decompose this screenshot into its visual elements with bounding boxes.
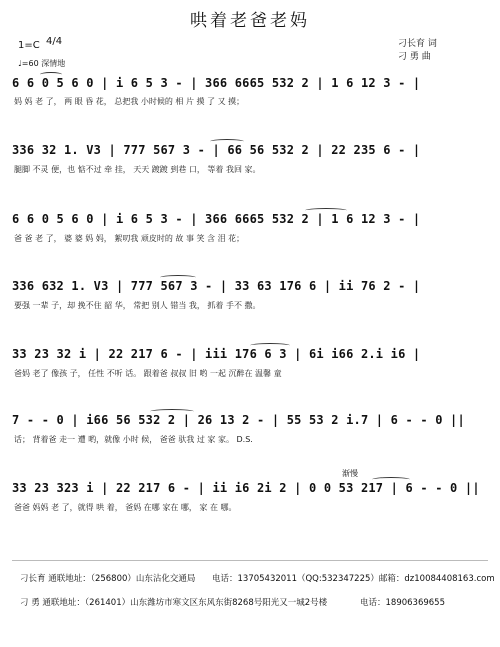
slur-mark	[372, 477, 410, 482]
lyric-line-2: 腿脚 不灵 便，也 惦不过 牵 挂， 天天 踱踱 到巷 口， 等着 我回 家。	[14, 165, 261, 174]
lyric-line-1: 妈 妈 老 了， 两 眼 昏 花， 总把我 小时候的 相 片 摸 了 又 摸；	[14, 97, 245, 106]
lyric-line-4: 要强 一辈 子，却 挽不住 韶 华， 常把 别人 错当 我， 抓着 手不 撒。	[14, 301, 261, 310]
author2-contact: 电话：18906369655	[360, 598, 445, 608]
notation-line-7: 33 23 323 i | 22 217 6 - | ii i6 2i 2 | 0 0 53 217 | 6 - - 0 ||	[12, 481, 480, 495]
slur-mark	[250, 343, 290, 348]
lyric-line-5: 爸妈 老了 像孩 子， 任性 不听 话。 跟着爸 叔叔 旧 哟 一起 沉醉在 温馨 童	[14, 369, 282, 378]
performance-note: 渐慢	[342, 469, 358, 478]
notation-line-6: 7 - - 0 | i66 56 532 2 | 26 13 2 - | 55 53 2 i.7 | 6 - - 0 ||	[12, 413, 465, 427]
slur-mark	[40, 72, 62, 77]
lyricist-credit: 刁长育 词	[398, 39, 437, 49]
slur-mark	[210, 139, 244, 144]
author1-address: 刁长育 通联地址：（256800）山东沾化交通局	[20, 574, 196, 584]
tempo-marking: ♩=60 深情地	[18, 59, 66, 68]
notation-line-4: 336 632 1. V3 | 777 567 3 - | 33 63 176 6 | ii 76 2 - |	[12, 279, 421, 293]
author1-contact: 电话：13705432011（QQ:532347225）邮箱：dz10084408163.com	[212, 574, 495, 584]
slur-mark	[150, 409, 194, 414]
lyric-line-6: 话； 背着爸 走一 遭 哟，就像 小时 候， 爸爸 驮我 过 家 家。 D.S.	[14, 435, 253, 444]
song-title: 哄着老爸老妈	[190, 11, 310, 31]
notation-line-3: 6 6 0 5 6 0 | i 6 5 3 - | 366 6665 532 2 | 1 6 12 3 - |	[12, 212, 421, 226]
lyric-line-7: 爸爸 妈妈 老 了，就得 哄 着， 爸妈 在哪 家在 哪， 家 在 哪。	[14, 503, 237, 512]
slur-mark	[160, 275, 196, 280]
notation-line-5: 33 23 32 i | 22 217 6 - | iii 176 6 3 | 6i i66 2.i i6 |	[12, 347, 421, 361]
composer-credit: 刁 勇 曲	[398, 52, 431, 62]
key-signature: 1=C	[18, 40, 40, 51]
author2-address: 刁 勇 通联地址：（261401）山东潍坊市寒文区东风东街8268号阳光又一城2号楼	[20, 598, 328, 608]
notation-line-2: 336 32 1. V3 | 777 567 3 - | 66 56 532 2 | 22 235 6 - |	[12, 143, 421, 157]
lyric-line-3: 爸 爸 老 了， 婆 婆 妈 妈， 絮叨我 顽皮时的 故 事 笑 含 泪 花；	[14, 234, 245, 243]
notation-line-1: 6 6 0 5 6 0 | i 6 5 3 - | 366 6665 532 2 | 1 6 12 3 - |	[12, 76, 421, 90]
slur-mark	[305, 208, 347, 213]
divider	[12, 560, 488, 561]
time-signature: 4/4	[46, 36, 63, 47]
